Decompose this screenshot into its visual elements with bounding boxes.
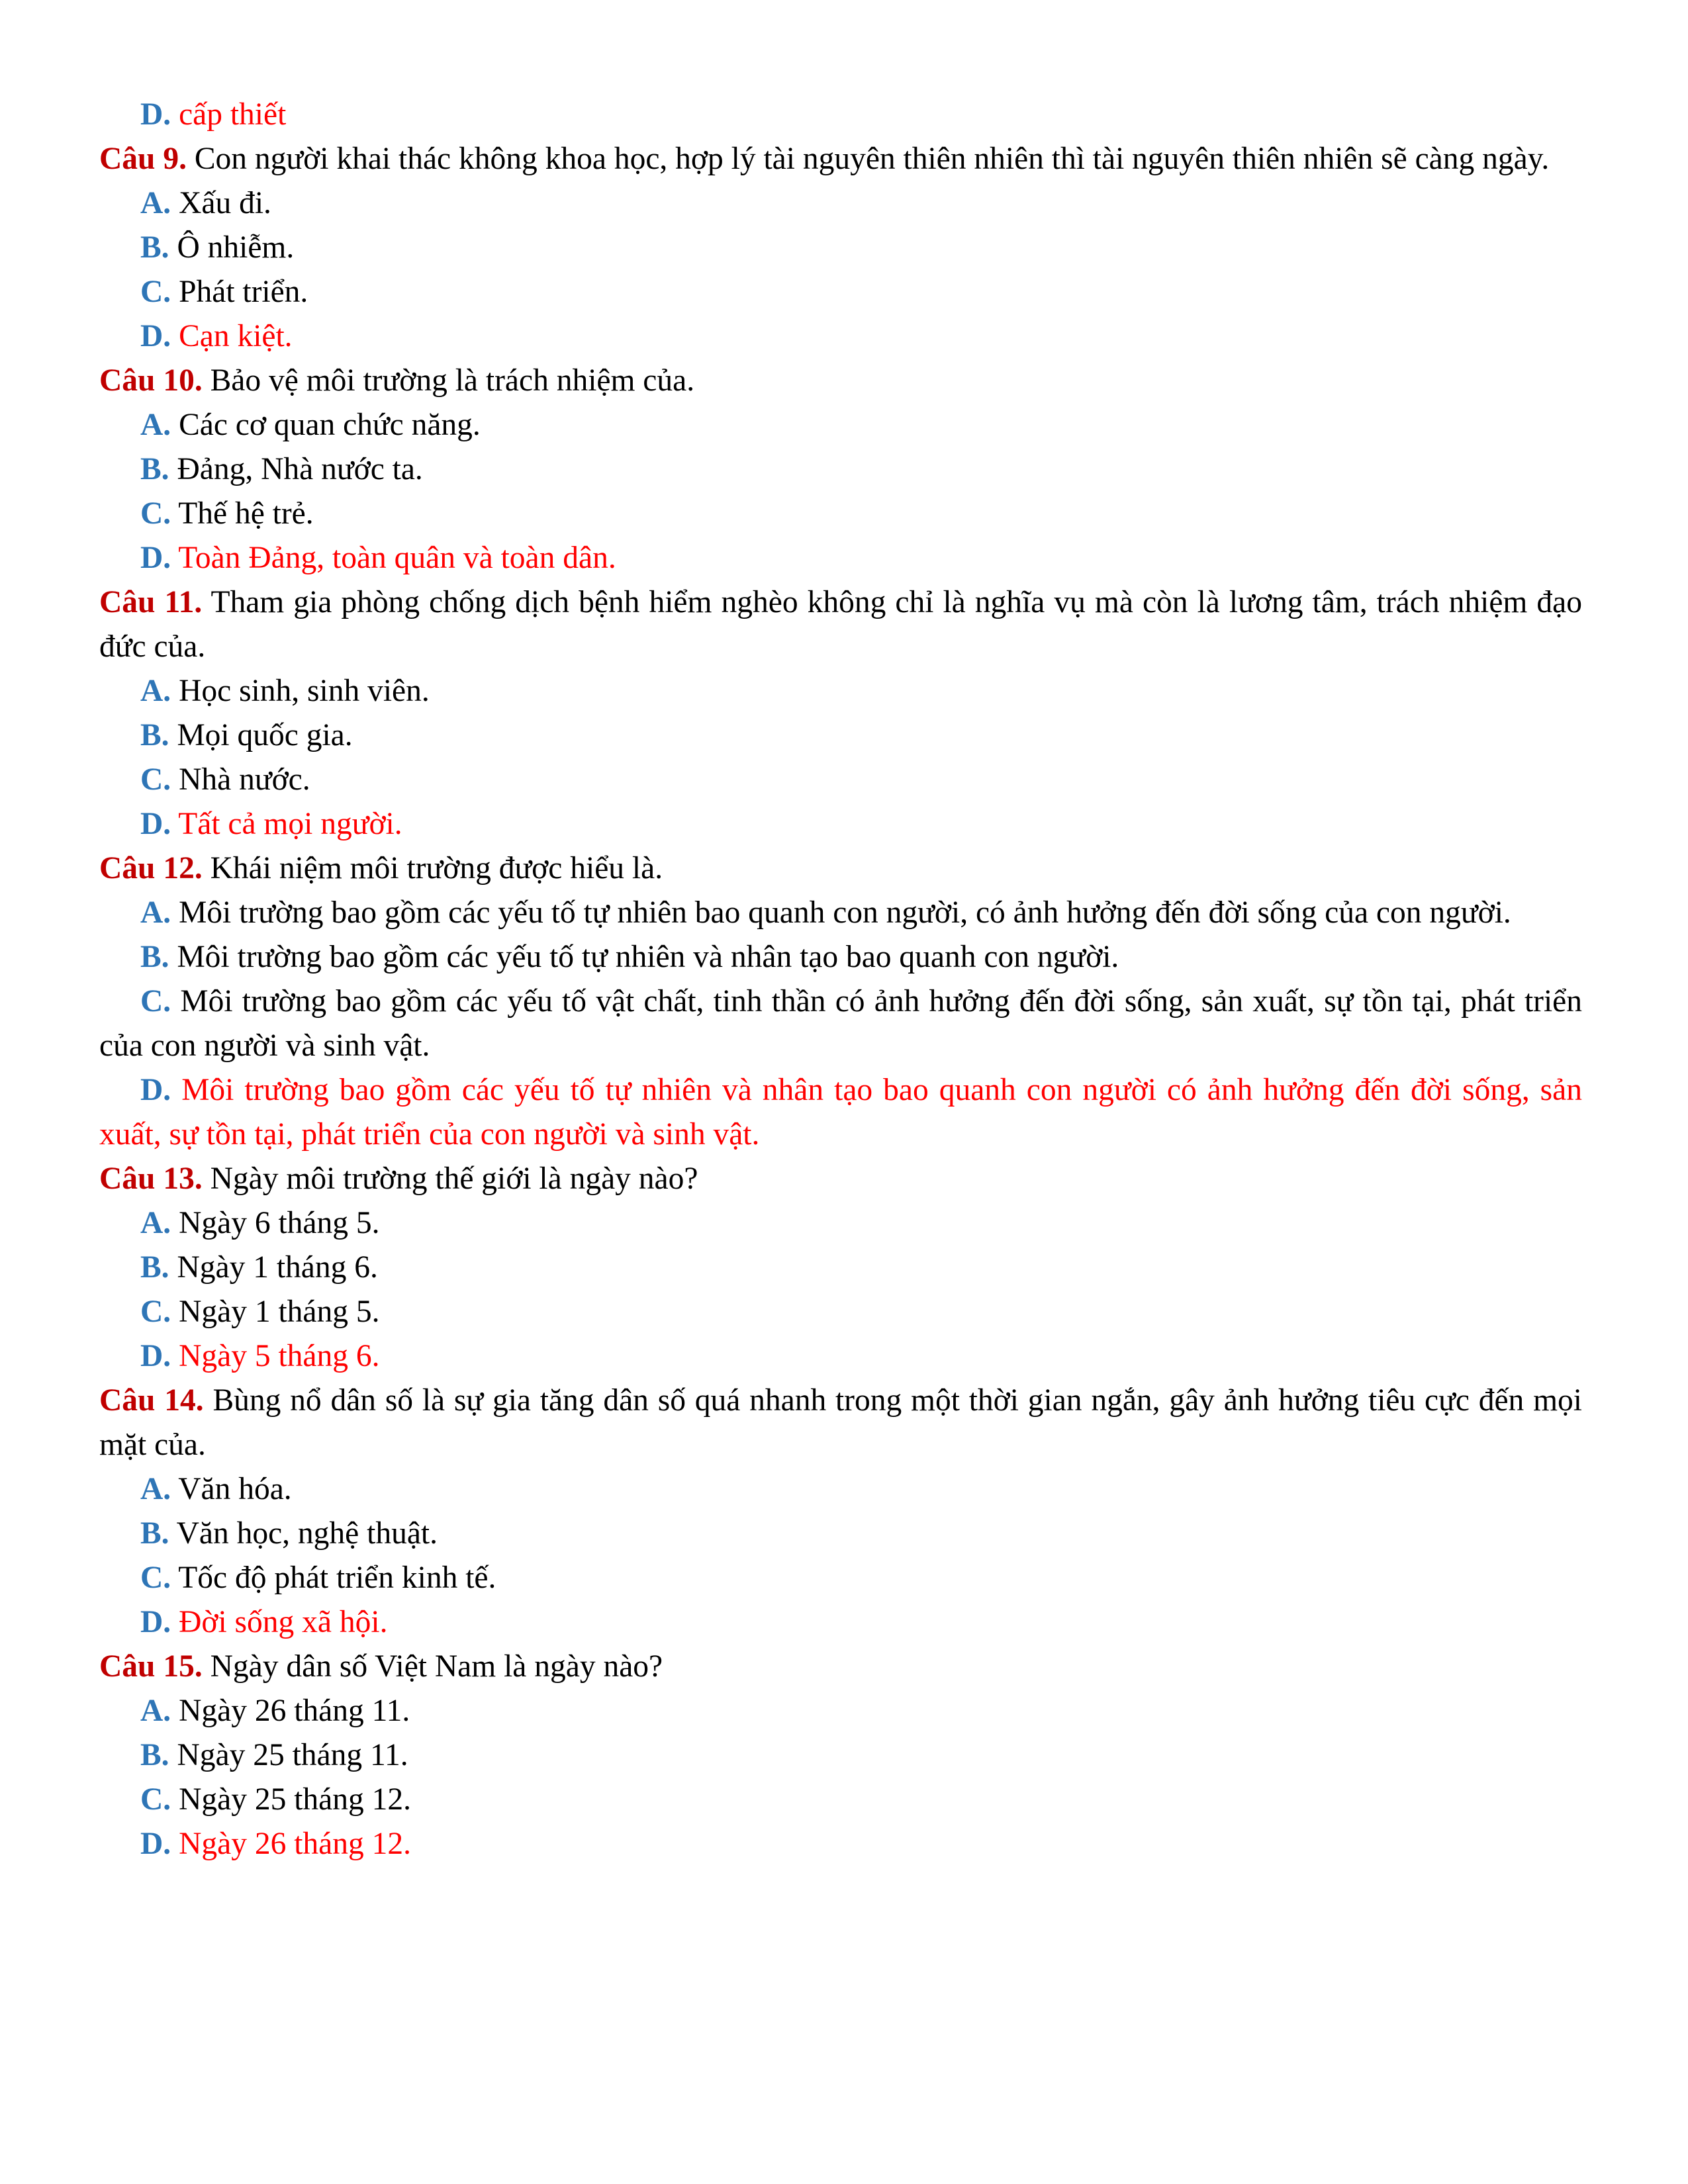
question-text: Khái niệm môi trường được hiểu là. <box>210 851 663 886</box>
option-text: Môi trường bao gồm các yếu tố vật chất, tinh thần có ảnh hưởng đến đời sống, sản xuất, sự tồn tại, phát triển của con người và sinh vật. <box>99 984 1583 1063</box>
option-label: A. <box>140 674 171 708</box>
continued-option <box>99 93 1582 137</box>
option-text: Ngày 5 tháng 6. <box>179 1339 380 1373</box>
option-text: Đời sống xã hội. <box>179 1605 388 1639</box>
option-text: Mọi quốc gia. <box>177 718 353 752</box>
option-label: B. <box>140 1250 169 1285</box>
question-block <box>99 580 1582 846</box>
option-text: Tất cả mọi người. <box>178 807 402 841</box>
option-label: A. <box>140 1472 171 1506</box>
option-label: B. <box>140 940 169 974</box>
option-text: Nhà nước. <box>179 762 310 797</box>
option-a <box>99 403 1582 447</box>
option-b <box>99 713 1582 758</box>
option-text: Ngày 26 tháng 12. <box>179 1827 411 1861</box>
question-text: Ngày dân số Việt Nam là ngày nào? <box>210 1649 663 1684</box>
option-label: C. <box>140 275 171 309</box>
option-a <box>99 181 1582 226</box>
option-b <box>99 447 1582 492</box>
question-block <box>99 1645 1582 1866</box>
option-label: C. <box>140 1782 171 1817</box>
option-c <box>99 1556 1582 1600</box>
question-text: Ngày môi trường thế giới là ngày nào? <box>210 1161 698 1196</box>
option-label: D. <box>140 1827 171 1861</box>
option-c <box>99 758 1582 802</box>
option-d-correct <box>99 1600 1582 1645</box>
question-text: Bảo vệ môi trường là trách nhiệm của. <box>210 363 695 398</box>
option-text: Tốc độ phát triển kinh tế. <box>178 1561 496 1595</box>
question-label: Câu 11. <box>99 585 203 619</box>
option-c <box>99 1778 1582 1822</box>
option-a <box>99 1467 1582 1512</box>
option-a <box>99 1689 1582 1733</box>
question-stem <box>99 1157 1582 1201</box>
question-block <box>99 359 1582 580</box>
option-label: A. <box>140 895 171 930</box>
option-text: Ngày 25 tháng 11. <box>177 1738 408 1772</box>
question-stem <box>99 137 1582 181</box>
question-text: Tham gia phòng chống dịch bệnh hiểm nghèo không chỉ là nghĩa vụ mà còn là lương tâm, trách nhiệm đạo đức của. <box>99 585 1582 664</box>
option-text: Văn hóa. <box>178 1472 292 1506</box>
option-label: A. <box>140 1206 171 1240</box>
option-label: B. <box>140 1516 169 1551</box>
question-text: Con người khai thác không khoa học, hợp lý tài nguyên thiên nhiên thì tài nguyên thiên nhiên sẽ càng ngày. <box>194 142 1550 176</box>
question-label: Câu 10. <box>99 363 203 398</box>
question-stem <box>99 359 1582 403</box>
option-text: Ngày 6 tháng 5. <box>179 1206 380 1240</box>
option-label: D. <box>140 319 171 353</box>
option-text: Thế hệ trẻ. <box>178 496 314 531</box>
option-text: Cạn kiệt. <box>179 319 293 353</box>
option-text: cấp thiết <box>179 97 287 132</box>
question-stem <box>99 580 1582 669</box>
option-label: A. <box>140 408 171 442</box>
option-d-correct <box>99 802 1582 846</box>
option-b <box>99 1733 1582 1778</box>
option-label: D. <box>140 1073 171 1107</box>
option-d-correct <box>99 1068 1582 1157</box>
question-label: Câu 15. <box>99 1649 203 1684</box>
option-label: A. <box>140 186 171 220</box>
question-block <box>99 846 1582 1157</box>
option-text: Ngày 1 tháng 5. <box>179 1295 380 1329</box>
option-label: B. <box>140 452 169 486</box>
question-stem <box>99 1645 1582 1689</box>
option-text: Học sinh, sinh viên. <box>179 674 430 708</box>
question-block <box>99 1157 1582 1379</box>
question-label: Câu 13. <box>99 1161 203 1196</box>
option-c <box>99 270 1582 314</box>
question-block <box>99 1379 1582 1645</box>
option-d-correct <box>99 1334 1582 1379</box>
option-c <box>99 979 1582 1068</box>
option-text: Môi trường bao gồm các yếu tố tự nhiên bao quanh con người, có ảnh hưởng đến đời sống của con người. <box>179 895 1511 930</box>
option-label: B. <box>140 718 169 752</box>
option-text: Xấu đi. <box>179 186 271 220</box>
option-text: Ngày 25 tháng 12. <box>179 1782 411 1817</box>
option-b <box>99 1512 1582 1556</box>
option-label: C. <box>140 1561 171 1595</box>
option-text: Môi trường bao gồm các yếu tố tự nhiên và nhân tạo bao quanh con người có ảnh hưởng đến đời sống, sản xuất, sự tồn tại, phát triển của con người và sinh vật. <box>99 1073 1583 1152</box>
option-text: Ngày 1 tháng 6. <box>177 1250 378 1285</box>
option-a <box>99 1201 1582 1246</box>
option-b <box>99 1246 1582 1290</box>
option-text: Văn học, nghệ thuật. <box>176 1516 438 1551</box>
option-label: C. <box>140 1295 171 1329</box>
option-label: D. <box>140 97 171 132</box>
option-text: Các cơ quan chức năng. <box>179 408 481 442</box>
question-stem <box>99 846 1582 891</box>
option-text: Môi trường bao gồm các yếu tố tự nhiên và nhân tạo bao quanh con người. <box>177 940 1119 974</box>
option-label: B. <box>140 1738 169 1772</box>
quiz-page <box>99 93 1582 1866</box>
option-d-correct <box>99 314 1582 359</box>
question-text: Bùng nổ dân số là sự gia tăng dân số quá nhanh trong một thời gian ngắn, gây ảnh hưởng tiêu cực đến mọi mặt của. <box>99 1383 1582 1462</box>
option-c <box>99 492 1582 536</box>
option-a <box>99 669 1582 713</box>
option-label: C. <box>140 984 171 1019</box>
question-stem <box>99 1379 1582 1467</box>
option-d-correct <box>99 1822 1582 1866</box>
option-text: Đảng, Nhà nước ta. <box>177 452 423 486</box>
option-a <box>99 891 1582 935</box>
option-b <box>99 935 1582 979</box>
option-c <box>99 1290 1582 1334</box>
option-d-correct <box>99 536 1582 580</box>
option-text: Phát triển. <box>179 275 308 309</box>
option-label: C. <box>140 496 171 531</box>
option-label: C. <box>140 762 171 797</box>
option-b <box>99 226 1582 270</box>
question-label: Câu 9. <box>99 142 187 176</box>
question-label: Câu 14. <box>99 1383 204 1418</box>
option-label: D. <box>140 1605 171 1639</box>
option-text: Toàn Đảng, toàn quân và toàn dân. <box>178 541 616 575</box>
question-block <box>99 137 1582 359</box>
option-label: D. <box>140 541 171 575</box>
option-label: B. <box>140 230 169 265</box>
option-text: Ô nhiễm. <box>177 230 295 265</box>
option-label: A. <box>140 1694 171 1728</box>
question-label: Câu 12. <box>99 851 203 886</box>
option-label: D. <box>140 1339 171 1373</box>
option-label: D. <box>140 807 171 841</box>
option-text: Ngày 26 tháng 11. <box>179 1694 410 1728</box>
